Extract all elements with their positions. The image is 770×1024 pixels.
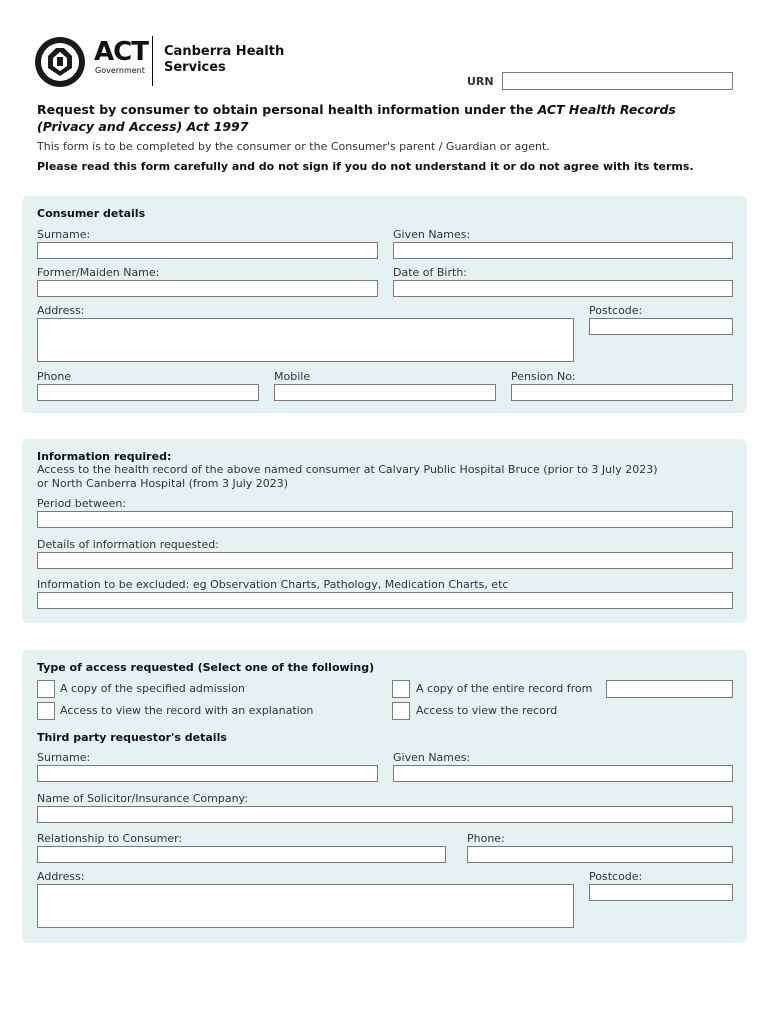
form-note: This form is to be completed by the consumer or the Consumer's parent / Guardian or agent. bbox=[37, 140, 550, 153]
details-label: Details of information requested: bbox=[37, 538, 219, 551]
tp-company-label: Name of Solicitor/Insurance Company: bbox=[37, 792, 248, 805]
information-required-title: Information required: bbox=[37, 450, 172, 463]
tp-address-label: Address: bbox=[37, 870, 85, 883]
postcode-label: Postcode: bbox=[589, 304, 643, 317]
form-title bbox=[37, 101, 737, 135]
org-name-line1: Canberra Health bbox=[164, 44, 285, 59]
information-desc-line2: or North Canberra Hospital (from 3 July 2023) bbox=[37, 477, 289, 490]
excluded-label: Information to be excluded: eg Observation Charts, Pathology, Medication Charts, etc bbox=[37, 578, 509, 591]
urn-label: URN bbox=[467, 75, 494, 88]
copy-entire-record-checkbox[interactable] bbox=[392, 680, 410, 698]
given-names-label: Given Names: bbox=[393, 228, 471, 241]
logo-divider bbox=[152, 36, 153, 86]
phone-input[interactable] bbox=[37, 384, 259, 401]
former-name-input[interactable] bbox=[37, 280, 378, 297]
form-title-act: ACT Health Records (Privacy and Access) Act 1997 bbox=[37, 102, 676, 134]
tp-postcode-input[interactable] bbox=[589, 884, 733, 901]
form-title-main: Request by consumer to obtain personal health information under the bbox=[37, 102, 538, 117]
period-input[interactable] bbox=[37, 511, 733, 528]
logo-government-text: Government bbox=[95, 66, 145, 75]
tp-phone-label: Phone: bbox=[467, 832, 505, 845]
excluded-input[interactable] bbox=[37, 592, 733, 609]
dob-input[interactable] bbox=[393, 280, 733, 297]
view-with-explanation-label: Access to view the record with an explanation bbox=[60, 704, 314, 717]
urn-input[interactable] bbox=[502, 72, 733, 90]
details-input[interactable] bbox=[37, 552, 733, 569]
pension-label: Pension No: bbox=[511, 370, 576, 383]
access-type-title: Type of access requested (Select one of the following) bbox=[37, 661, 375, 674]
logo-act-text: ACT bbox=[94, 37, 148, 67]
copy-admission-label: A copy of the specified admission bbox=[60, 682, 245, 695]
tp-relationship-label: Relationship to Consumer: bbox=[37, 832, 183, 845]
dob-label: Date of Birth: bbox=[393, 266, 468, 279]
entire-record-from-input[interactable] bbox=[606, 680, 733, 698]
copy-admission-checkbox[interactable] bbox=[37, 680, 55, 698]
form-warning: Please read this form carefully and do not sign if you do not understand it or do not agree with its terms. bbox=[37, 160, 694, 173]
postcode-input[interactable] bbox=[589, 318, 733, 335]
mobile-input[interactable] bbox=[274, 384, 496, 401]
tp-postcode-label: Postcode: bbox=[589, 870, 643, 883]
copy-entire-record-label: A copy of the entire record from bbox=[416, 682, 593, 695]
tp-company-input[interactable] bbox=[37, 806, 733, 823]
pension-input[interactable] bbox=[511, 384, 733, 401]
tp-surname-input[interactable] bbox=[37, 765, 378, 782]
tp-address-input[interactable] bbox=[37, 884, 574, 928]
information-desc-line1: Access to the health record of the above named consumer at Calvary Public Hospital Bruce (prior to 3 July 2023) bbox=[37, 463, 658, 476]
tp-relationship-input[interactable] bbox=[37, 846, 446, 863]
surname-input[interactable] bbox=[37, 242, 378, 259]
tp-surname-label: Surname: bbox=[37, 751, 91, 764]
tp-given-names-label: Given Names: bbox=[393, 751, 471, 764]
org-name-line2: Services bbox=[164, 60, 226, 75]
address-input[interactable] bbox=[37, 318, 574, 362]
former-name-label: Former/Maiden Name: bbox=[37, 266, 160, 279]
address-label: Address: bbox=[37, 304, 85, 317]
view-record-label: Access to view the record bbox=[416, 704, 558, 717]
period-label: Period between: bbox=[37, 497, 127, 510]
view-with-explanation-checkbox[interactable] bbox=[37, 702, 55, 720]
surname-label: Surname: bbox=[37, 228, 91, 241]
tp-phone-input[interactable] bbox=[467, 846, 733, 863]
given-names-input[interactable] bbox=[393, 242, 733, 259]
phone-label: Phone bbox=[37, 370, 72, 383]
consumer-details-title: Consumer details bbox=[37, 207, 146, 220]
third-party-title: Third party requestor's details bbox=[37, 731, 227, 744]
mobile-label: Mobile bbox=[274, 370, 311, 383]
tp-given-names-input[interactable] bbox=[393, 765, 733, 782]
view-record-checkbox[interactable] bbox=[392, 702, 410, 720]
